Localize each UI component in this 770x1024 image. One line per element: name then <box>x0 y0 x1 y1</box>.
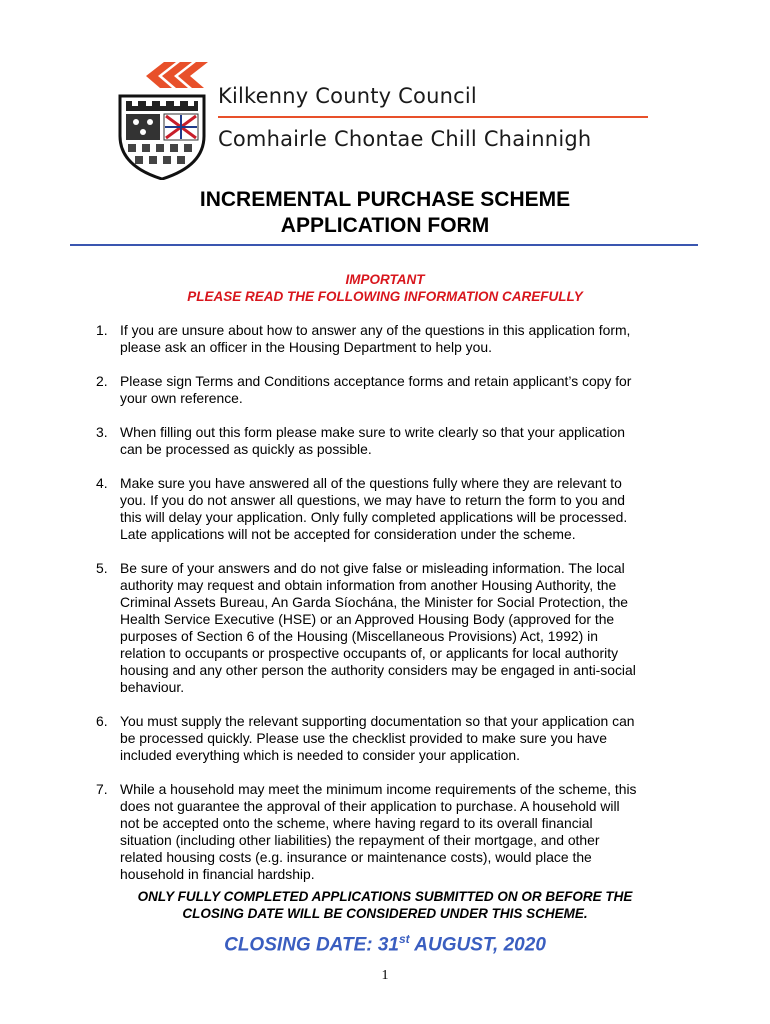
closing-date-prefix: CLOSING DATE: 31 <box>224 934 399 956</box>
instruction-line: you. If you do not answer all questions, we may have to return the form to you and <box>120 492 625 508</box>
instruction-line: Late applications will not be accepted for consideration under the scheme. <box>120 526 576 542</box>
instruction-line: your own reference. <box>120 390 243 406</box>
closing-note-line1: ONLY FULLY COMPLETED APPLICATIONS SUBMITTED ON OR BEFORE THE <box>137 889 633 904</box>
instruction-item <box>96 713 702 764</box>
instruction-number: 6. <box>96 713 108 729</box>
council-name-irish: Comhairle Chontae Chill Chainnigh <box>218 127 592 151</box>
council-name-english: Kilkenny County Council <box>218 84 477 108</box>
instruction-line: Make sure you have answered all of the questions fully where they are relevant to <box>120 475 622 491</box>
instruction-item <box>96 781 702 883</box>
instruction-line: be processed quickly. Please use the checklist provided to make sure you have <box>120 730 607 746</box>
instruction-line: Be sure of your answers and do not give false or misleading information. The local <box>120 560 625 576</box>
instruction-line: purposes of Section 6 of the Housing (Miscellaneous Provisions) Act, 1992) in <box>120 628 598 644</box>
instruction-item <box>96 475 702 543</box>
title-divider <box>70 244 698 246</box>
page-number: 1 <box>381 968 389 983</box>
instruction-number: 2. <box>96 373 108 389</box>
instruction-line: When filling out this form please make sure to write clearly so that your application <box>120 424 625 440</box>
instruction-line: related housing costs (e.g. insurance or maintenance costs), would place the <box>120 849 592 865</box>
instruction-line: authority may request and obtain information from another Housing Authority, the <box>120 577 617 593</box>
instruction-number: 3. <box>96 424 108 440</box>
instruction-line: household in financial hardship. <box>120 866 315 882</box>
council-crest-logo <box>116 58 208 180</box>
instruction-line: Please sign Terms and Conditions acceptance forms and retain applicant’s copy for <box>120 373 632 389</box>
instruction-line: If you are unsure about how to answer any of the questions in this application form, <box>120 322 631 338</box>
closing-note-line2: CLOSING DATE WILL BE CONSIDERED UNDER THIS SCHEME. <box>182 906 588 921</box>
instruction-line: behaviour. <box>120 679 185 695</box>
document-title-line2: APPLICATION FORM <box>280 214 490 237</box>
closing-date <box>0 932 770 956</box>
instruction-item <box>96 373 702 407</box>
instruction-line: does not guarantee the approval of their application to purchase. A household will <box>120 798 620 814</box>
instruction-line: not be accepted onto the scheme, where having regard to its overall financial <box>120 815 593 831</box>
instructions-list <box>96 322 702 883</box>
instruction-line: While a household may meet the minimum income requirements of the scheme, this <box>120 781 637 797</box>
instruction-line: this will delay your application. Only fully completed applications will be processed. <box>120 509 628 525</box>
instruction-item <box>96 560 702 696</box>
instruction-line: can be processed as quickly as possible. <box>120 441 372 457</box>
document-title-line1: INCREMENTAL PURCHASE SCHEME <box>199 188 571 211</box>
closing-date-ordinal: st <box>399 932 410 946</box>
important-subheading: PLEASE READ THE FOLLOWING INFORMATION CAREFULLY <box>187 289 583 304</box>
header-divider <box>218 116 648 118</box>
instruction-line: Health Service Executive (HSE) or an Approved Housing Body (approved for the <box>120 611 615 627</box>
instruction-line: Criminal Assets Bureau, An Garda Síochána, the Minister for Social Protection, the <box>120 594 629 610</box>
instruction-line: situation (including other liabilities) the repayment of their mortgage, and other <box>120 832 600 848</box>
closing-date-suffix: AUGUST, 2020 <box>409 934 546 956</box>
instruction-item <box>96 424 702 458</box>
instruction-item <box>96 322 702 356</box>
instruction-line: housing and any other person the authority considers may be engaged in anti-social <box>120 662 636 678</box>
instruction-number: 7. <box>96 781 108 797</box>
header <box>116 58 676 183</box>
instruction-line: relation to occupants or prospective occupants of, or applicants for local authority <box>120 645 619 661</box>
important-heading: IMPORTANT <box>345 272 425 287</box>
instruction-line: included everything which is needed to consider your application. <box>120 747 520 763</box>
instruction-line: please ask an officer in the Housing Department to help you. <box>120 339 492 355</box>
instruction-number: 1. <box>96 322 108 338</box>
instruction-line: You must supply the relevant supporting documentation so that your application can <box>120 713 635 729</box>
instruction-number: 5. <box>96 560 108 576</box>
instruction-number: 4. <box>96 475 108 491</box>
